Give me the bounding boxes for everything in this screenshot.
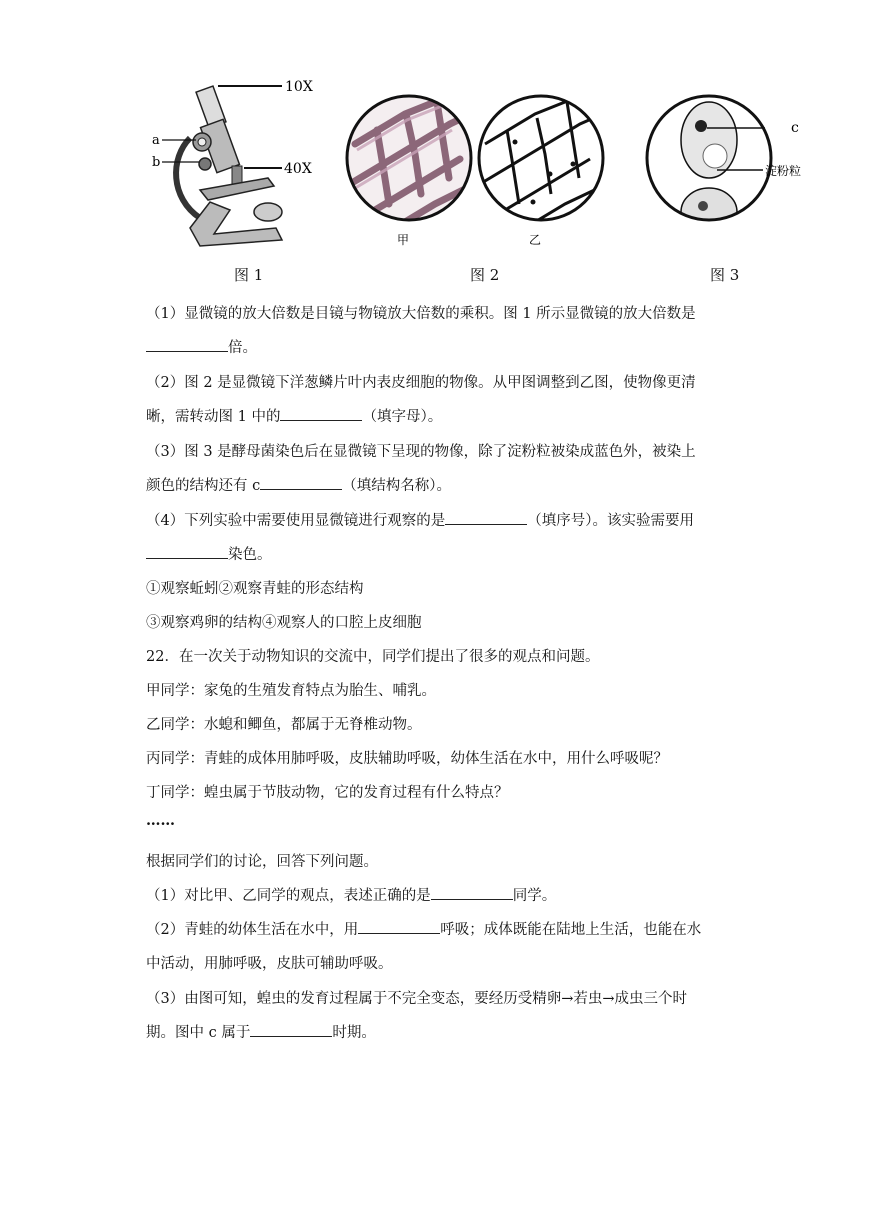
- yeast-cells-figure: [645, 94, 845, 228]
- figure-3-caption: 图 3: [710, 266, 740, 284]
- answer-blank[interactable]: [260, 477, 342, 490]
- q21-options-line1: ①观察蚯蚓②观察青蛙的形态结构: [146, 581, 364, 597]
- label-jia: 甲: [397, 233, 410, 247]
- q21-part1-line2: 倍。: [146, 336, 257, 357]
- answer-blank[interactable]: [431, 887, 513, 900]
- figure-2-caption: 图 2: [470, 266, 500, 284]
- label-yi: 乙: [529, 233, 542, 247]
- answer-blank[interactable]: [358, 921, 440, 934]
- q21-part4-line1: （4）下列实验中需要使用显微镜进行观察的是 （填序号）。该实验需要用: [146, 513, 694, 529]
- label-starch: 淀粉粒: [765, 164, 802, 178]
- q21-part2-line2: 晰，需转动图 1 中的 （填字母）。: [146, 409, 443, 425]
- objective-label: 40X: [284, 161, 312, 177]
- q21-part2-line1: （2）图 2 是显微镜下洋葱鳞片叶内表皮细胞的物像。从甲图调整到乙图，使物像更清: [146, 375, 696, 391]
- label-a: a: [152, 133, 160, 148]
- answer-blank[interactable]: [250, 1024, 332, 1037]
- q22-part1: （1）对比甲、乙同学的观点，表述正确的是 同学。: [146, 888, 557, 904]
- q22-ellipsis: ……: [146, 812, 175, 829]
- label-b: b: [152, 155, 161, 170]
- answer-blank[interactable]: [146, 339, 228, 352]
- microscope-figure: [150, 78, 330, 250]
- q21-options-line2: ③观察鸡卵的结构④观察人的口腔上皮细胞: [146, 615, 422, 631]
- q21-part1-line1: （1）显微镜的放大倍数是目镜与物镜放大倍数的乘积。图 1 所示显微镜的放大倍数是: [146, 306, 696, 322]
- q22-part3-line1: （3）由图可知，蝗虫的发育过程属于不完全变态，要经历受精卵→若虫→成虫三个时: [146, 991, 688, 1007]
- onion-cells-figure: [345, 94, 607, 256]
- answer-blank[interactable]: [280, 408, 362, 421]
- q22-part2-line2: 中活动，用肺呼吸，皮肤可辅助呼吸。: [146, 956, 393, 972]
- figure-1-caption: 图 1: [234, 266, 264, 284]
- q21-part4-line2: 染色。: [146, 543, 272, 564]
- label-c: c: [791, 120, 799, 136]
- q21-part3-line2: 颜色的结构还有 c （填结构名称）。: [146, 478, 451, 494]
- q22-student-bing: 丙同学：青蛙的成体用肺呼吸，皮肤辅助呼吸，幼体生活在水中，用什么呼吸呢？: [146, 751, 668, 767]
- q22-stem: 22．在一次关于动物知识的交流中，同学们提出了很多的观点和问题。: [146, 649, 600, 665]
- q22-student-jia: 甲同学：家兔的生殖发育特点为胎生、哺乳。: [146, 683, 436, 699]
- q22-part3-line2: 期。图中 c 属于 时期。: [146, 1025, 376, 1041]
- q22-student-ding: 丁同学：蝗虫属于节肢动物，它的发育过程有什么特点？: [146, 785, 509, 801]
- q21-part3-line1: （3）图 3 是酵母菌染色后在显微镜下呈现的物像，除了淀粉粒被染成蓝色外，被染上: [146, 444, 696, 460]
- eyepiece-label: 10X: [285, 79, 313, 95]
- q22-part2-line1: （2）青蛙的幼体生活在水中，用 呼吸；成体既能在陆地上生活，也能在水: [146, 922, 702, 938]
- answer-blank[interactable]: [445, 512, 527, 525]
- q22-intro: 根据同学们的讨论，回答下列问题。: [146, 854, 378, 870]
- figure-row: [150, 70, 850, 290]
- answer-blank[interactable]: [146, 546, 228, 559]
- q22-student-yi: 乙同学：水螅和鲫鱼，都属于无脊椎动物。: [146, 717, 422, 733]
